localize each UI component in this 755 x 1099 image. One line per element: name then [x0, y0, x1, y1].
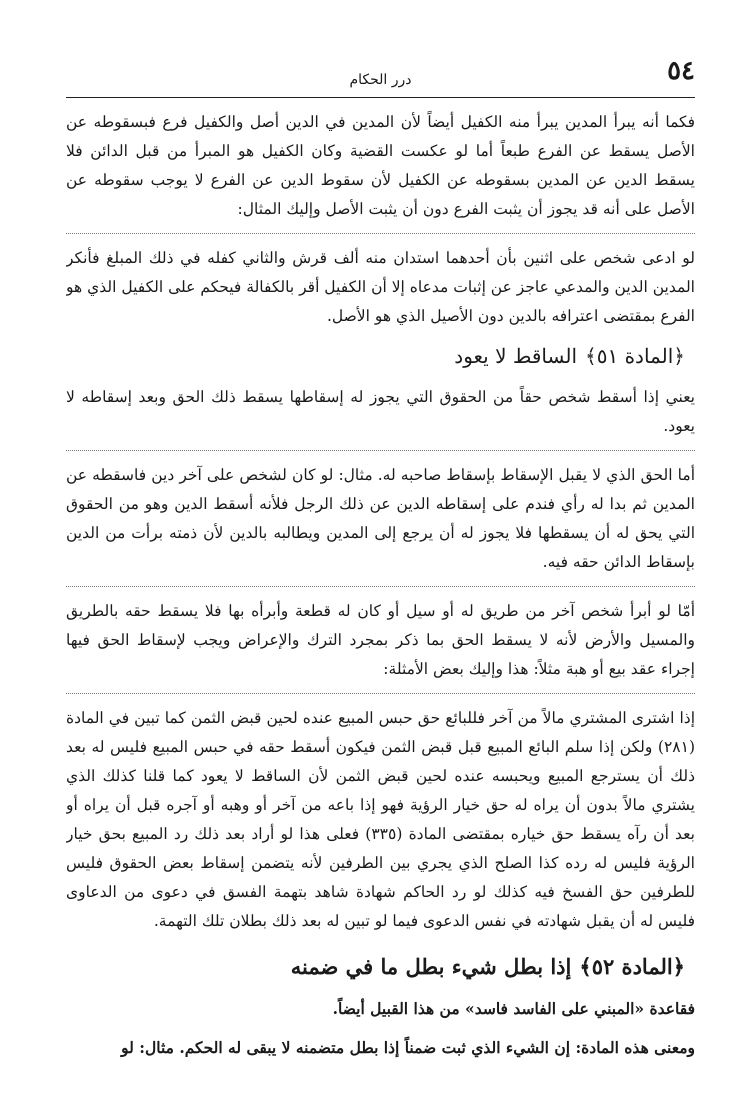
page-number: ٥٤ [667, 56, 695, 86]
paragraph-3: يعني إذا أسقط شخص حقاً من الحقوق التي يجوز له إسقاطها يسقط ذلك الحق وبعد إسقاطه لا يعود. [66, 388, 695, 435]
dotted-divider [66, 450, 695, 451]
article-51-heading [66, 341, 695, 371]
paragraph-8: ومعنى هذه المادة: إن الشيء الذي ثبت ضمناً إذا بطل متضمنه لا يبقى له الحكم. مثال: لو [121, 1038, 695, 1057]
dotted-divider [66, 233, 695, 234]
page-header [66, 50, 695, 96]
header-rule [66, 97, 695, 98]
page-body [66, 108, 695, 1079]
article-52-body [66, 994, 695, 1062]
paragraph-7: فقاعدة «المبني على الفاسد فاسد» من هذا القبيل أيضاً. [332, 999, 695, 1018]
article-52-heading [66, 952, 695, 982]
article-52-title: إذا بطل شيء بطل ما في ضمنه [290, 954, 572, 979]
paragraph-6: إذا اشترى المشتري مالاً من آخر فللبائع حق حبس المبيع عنده لحين قبض الثمن كما تبين في المادة (٢٨١) ولكن إذا سلم البائع المبيع قبل قبض الثمن فيكون أسقط حقه في حبس المبيع فليس له بعد ذلك أن يسترجع المبيع ويحبسه عنده لحين قبض الثمن لأن الساقط لا يعود كما قلنا كذلك الذي يشتري مالاً بدون أن يراه له حق خيار الرؤية فهو إذا باعه من آخر أو وهبه أو آجره قبل أن يراه أو بعد أن رآه يسقط حق خياره بمقتضى المادة (٣٣٥) فعلى هذا لو أراد بعد ذلك رد المبيع بحق خيار الرؤية فليس له رده كذا الصلح الذي يجري بين الطرفين لأنه يتضمن إسقاط بعض الحقوق فليس للطرفين حق الفسخ فيه كذلك لو رد الحاكم شهادة شاهد بتهمة الفسق في دعوى من الدعاوى فليس له أن يقبل شهادته في نفس الدعوى فيما لو تبين له بعد ذلك بطلان تلك التهمة. [66, 709, 695, 930]
paragraph-5: أمّا لو أبرأ شخص آخر من طريق له أو سيل أو كان له قطعة وأبرأه بها فلا يسقط حقه بالطريق والمسيل والأرض لأنه لا يسقط الحق بما ذكر بمجرد الترك والإعراض ويجب لإسقاط الحق فيها إجراء عقد بيع أو هبة مثلاً: هذا وإليك بعض الأمثلة: [66, 602, 695, 678]
paragraph-1: فكما أنه يبرأ المدين يبرأ منه الكفيل أيضاً لأن المدين في الدين أصل والكفيل فرع فبسقوطه عن الأصل يسقط عن الفرع طبعاً أما لو عكست القضية وكان الكفيل هو المبرأ من قبل الدائن فلا يسقط الدين عن المدين بسقوطه عن الكفيل لأن سقوط الدين عن الفرع لا يوجب سقوطه عن الأصل على أنه قد يجوز أن يثبت الفرع دون أن يثبت الأصل وإليك المثال: [66, 113, 695, 218]
paragraph-2: لو ادعى شخص على اثنين بأن أحدهما استدان منه ألف قرش والثاني كفله في ذلك المبلغ فأنكر المدين الدين والمدعي عاجز عن إثبات مدعاه إلا أن الكفيل أقر بالكفالة فيحكم على الكفيل الذي هو الفرع بمقتضى اعترافه بالدين دون الأصيل الذي هو الأصل. [66, 249, 695, 325]
dotted-divider [66, 586, 695, 587]
article-52-label: ﴿المادة ٥٢﴾ [579, 954, 685, 979]
paragraph-4: أما الحق الذي لا يقبل الإسقاط بإسقاط صاحبه له. مثال: لو كان لشخص على آخر دين فاسقطه عن المدين ثم بدا له رأي فندم على إسقاطه الدين عن ذلك الرجل فلأنه أسقط الدين وهو من الحقوق التي يحق له أن يسقطها فلا يجوز له أن يرجع إلى المدين ويطالبه بالدين لأن ذمته برأت من الدين بإسقاط الدائن حقه فيه. [66, 466, 695, 571]
article-51-label: ﴿المادة ٥١﴾ [585, 344, 685, 368]
running-title: درر الحكام [349, 72, 412, 88]
dotted-divider [66, 693, 695, 694]
article-51-title: الساقط لا يعود [454, 344, 578, 368]
